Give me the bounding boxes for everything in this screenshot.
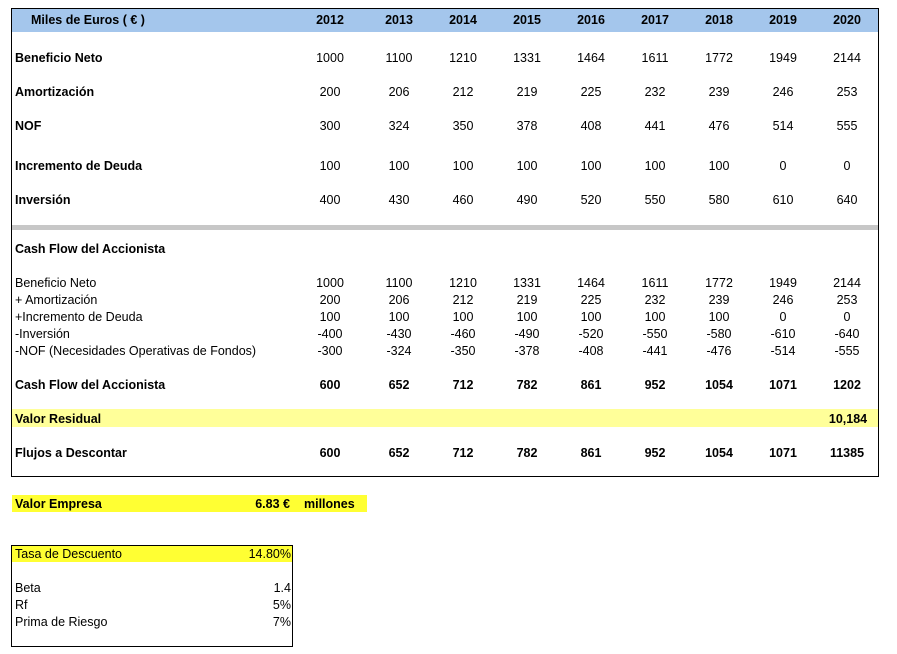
cash-flow-row-value: -300: [317, 344, 343, 358]
flujos-value: 952: [644, 446, 666, 460]
cash-flow-row-value: -555: [834, 344, 860, 358]
cash-flow-row-value: -400: [317, 327, 343, 341]
cash-flow-title: Cash Flow del Accionista: [15, 242, 166, 256]
cash-flow-row-value: -550: [642, 327, 668, 341]
row-value: 253: [836, 85, 858, 99]
cash-flow-row-value: -476: [706, 344, 732, 358]
cash-flow-row-value: 100: [452, 310, 474, 324]
flujos-value: 712: [452, 446, 474, 460]
row-value: 100: [708, 159, 730, 173]
row-value: 580: [708, 193, 730, 207]
cash-flow-row-value: 219: [516, 293, 538, 307]
row-value: 324: [388, 119, 410, 133]
cash-flow-row-value: -520: [578, 327, 604, 341]
row-value: 550: [644, 193, 666, 207]
year-header: 2015: [513, 13, 541, 27]
cash-flow-row-label: -Inversión: [15, 327, 70, 341]
row-value: 490: [516, 193, 538, 207]
row-value: 300: [319, 119, 341, 133]
valor-residual-label: Valor Residual: [15, 412, 102, 426]
row-value: 408: [580, 119, 602, 133]
cash-flow-row-value: -441: [642, 344, 668, 358]
cash-flow-row-value: 232: [644, 293, 666, 307]
cash-flow-total-value: 952: [644, 378, 666, 392]
valor-residual-value: 10,184: [828, 412, 868, 426]
cash-flow-row-value: 2144: [833, 276, 861, 290]
section-separator: [12, 225, 878, 230]
cash-flow-row-value: 1000: [316, 276, 344, 290]
cash-flow-row-label: + Amortización: [15, 293, 98, 307]
cash-flow-row-value: 100: [319, 310, 341, 324]
cash-flow-row-value: 200: [319, 293, 341, 307]
cash-flow-row-value: 253: [836, 293, 858, 307]
cash-flow-row-value: 100: [644, 310, 666, 324]
row-value: 1100: [385, 51, 413, 65]
row-value: 225: [580, 85, 602, 99]
row-value: 100: [319, 159, 341, 173]
year-header: 2012: [316, 13, 344, 27]
table-title: Miles de Euros ( € ): [31, 13, 145, 27]
cash-flow-row-value: 1464: [577, 276, 605, 290]
param-label: Rf: [15, 598, 28, 612]
row-value: 1210: [449, 51, 477, 65]
cash-flow-total-value: 652: [388, 378, 410, 392]
tasa-label: Tasa de Descuento: [15, 547, 123, 561]
cash-flow-row-value: 1611: [641, 276, 669, 290]
tasa-value: 14.80%: [248, 547, 291, 561]
cash-flow-row-value: 0: [779, 310, 787, 324]
row-value: 1000: [316, 51, 344, 65]
cash-flow-row-label: Beneficio Neto: [15, 276, 97, 290]
param-value: 7%: [272, 615, 291, 629]
row-value: 232: [644, 85, 666, 99]
row-value: 640: [836, 193, 858, 207]
row-value: 1772: [705, 51, 733, 65]
row-value: 0: [779, 159, 787, 173]
row-value: 246: [772, 85, 794, 99]
param-label: Prima de Riesgo: [15, 615, 108, 629]
row-value: 2144: [833, 51, 861, 65]
row-value: 1949: [769, 51, 797, 65]
year-header: 2014: [449, 13, 477, 27]
row-value: 100: [388, 159, 410, 173]
flujos-value: 11385: [829, 446, 865, 460]
cash-flow-row-value: 1100: [385, 276, 413, 290]
flujos-value: 1054: [705, 446, 733, 460]
row-value: 239: [708, 85, 730, 99]
cash-flow-row-value: 1331: [513, 276, 541, 290]
year-header: 2020: [833, 13, 861, 27]
year-header: 2018: [705, 13, 733, 27]
valor-residual-highlight: [12, 409, 878, 427]
cash-flow-total-label: Cash Flow del Accionista: [15, 378, 166, 392]
row-value: 100: [516, 159, 538, 173]
year-header: 2013: [385, 13, 413, 27]
cash-flow-row-value: -430: [386, 327, 412, 341]
cash-flow-row-value: 1210: [449, 276, 477, 290]
row-value: 1331: [513, 51, 541, 65]
cash-flow-row-value: -460: [450, 327, 476, 341]
cash-flow-row-value: 100: [580, 310, 602, 324]
row-value: 100: [644, 159, 666, 173]
row-value: 610: [772, 193, 794, 207]
row-value: 100: [580, 159, 602, 173]
row-value: 212: [452, 85, 474, 99]
cash-flow-row-label: -NOF (Necesidades Operativas de Fondos): [15, 344, 257, 358]
cash-flow-total-value: 861: [580, 378, 602, 392]
row-label: Incremento de Deuda: [15, 159, 143, 173]
year-header: 2017: [641, 13, 669, 27]
cash-flow-row-value: 239: [708, 293, 730, 307]
valor-empresa-unit: millones: [304, 497, 355, 511]
cash-flow-total-value: 712: [452, 378, 474, 392]
cash-flow-row-value: -580: [706, 327, 732, 341]
row-value: 219: [516, 85, 538, 99]
row-value: 514: [772, 119, 794, 133]
row-label: Amortización: [15, 85, 95, 99]
row-value: 441: [644, 119, 666, 133]
row-label: Inversión: [15, 193, 71, 207]
cash-flow-row-value: -378: [514, 344, 540, 358]
cash-flow-total-value: 1054: [705, 378, 733, 392]
flujos-value: 652: [388, 446, 410, 460]
row-label: NOF: [15, 119, 42, 133]
cash-flow-row-value: 1949: [769, 276, 797, 290]
cash-flow-row-value: 212: [452, 293, 474, 307]
cash-flow-row-label: +Incremento de Deuda: [15, 310, 143, 324]
cash-flow-row-value: -350: [450, 344, 476, 358]
row-value: 555: [836, 119, 858, 133]
cash-flow-row-value: -514: [770, 344, 796, 358]
cash-flow-row-value: -324: [386, 344, 412, 358]
flujos-value: 782: [516, 446, 538, 460]
cash-flow-total-value: 1202: [833, 378, 861, 392]
cash-flow-row-value: 1772: [705, 276, 733, 290]
cash-flow-row-value: -640: [834, 327, 860, 341]
row-value: 1611: [641, 51, 669, 65]
cash-flow-row-value: 246: [772, 293, 794, 307]
row-value: 460: [452, 193, 474, 207]
flujos-value: 861: [580, 446, 602, 460]
cash-flow-row-value: 100: [388, 310, 410, 324]
param-value: 1.4: [273, 581, 291, 595]
flujos-value: 600: [319, 446, 341, 460]
cash-flow-row-value: 206: [388, 293, 410, 307]
cash-flow-row-value: -408: [578, 344, 604, 358]
param-label: Beta: [15, 581, 41, 595]
row-value: 1464: [577, 51, 605, 65]
cash-flow-row-value: -490: [514, 327, 540, 341]
year-header: 2019: [769, 13, 797, 27]
row-value: 520: [580, 193, 602, 207]
cash-flow-total-value: 600: [319, 378, 341, 392]
cash-flow-row-value: -610: [770, 327, 796, 341]
cash-flow-row-value: 100: [708, 310, 730, 324]
row-label: Beneficio Neto: [15, 51, 103, 65]
valor-empresa-value: 6.83 €: [255, 497, 290, 511]
row-value: 100: [452, 159, 474, 173]
row-value: 0: [843, 159, 851, 173]
cash-flow-row-value: 225: [580, 293, 602, 307]
row-value: 476: [708, 119, 730, 133]
valor-empresa-label: Valor Empresa: [15, 497, 102, 511]
row-value: 400: [319, 193, 341, 207]
row-value: 430: [388, 193, 410, 207]
cash-flow-total-value: 782: [516, 378, 538, 392]
row-value: 378: [516, 119, 538, 133]
param-value: 5%: [272, 598, 291, 612]
flujos-value: 1071: [769, 446, 797, 460]
flujos-label: Flujos a Descontar: [15, 446, 127, 460]
cash-flow-total-value: 1071: [769, 378, 797, 392]
row-value: 200: [319, 85, 341, 99]
cash-flow-row-value: 100: [516, 310, 538, 324]
row-value: 350: [452, 119, 474, 133]
row-value: 206: [388, 85, 410, 99]
year-header: 2016: [577, 13, 605, 27]
cash-flow-row-value: 0: [843, 310, 851, 324]
